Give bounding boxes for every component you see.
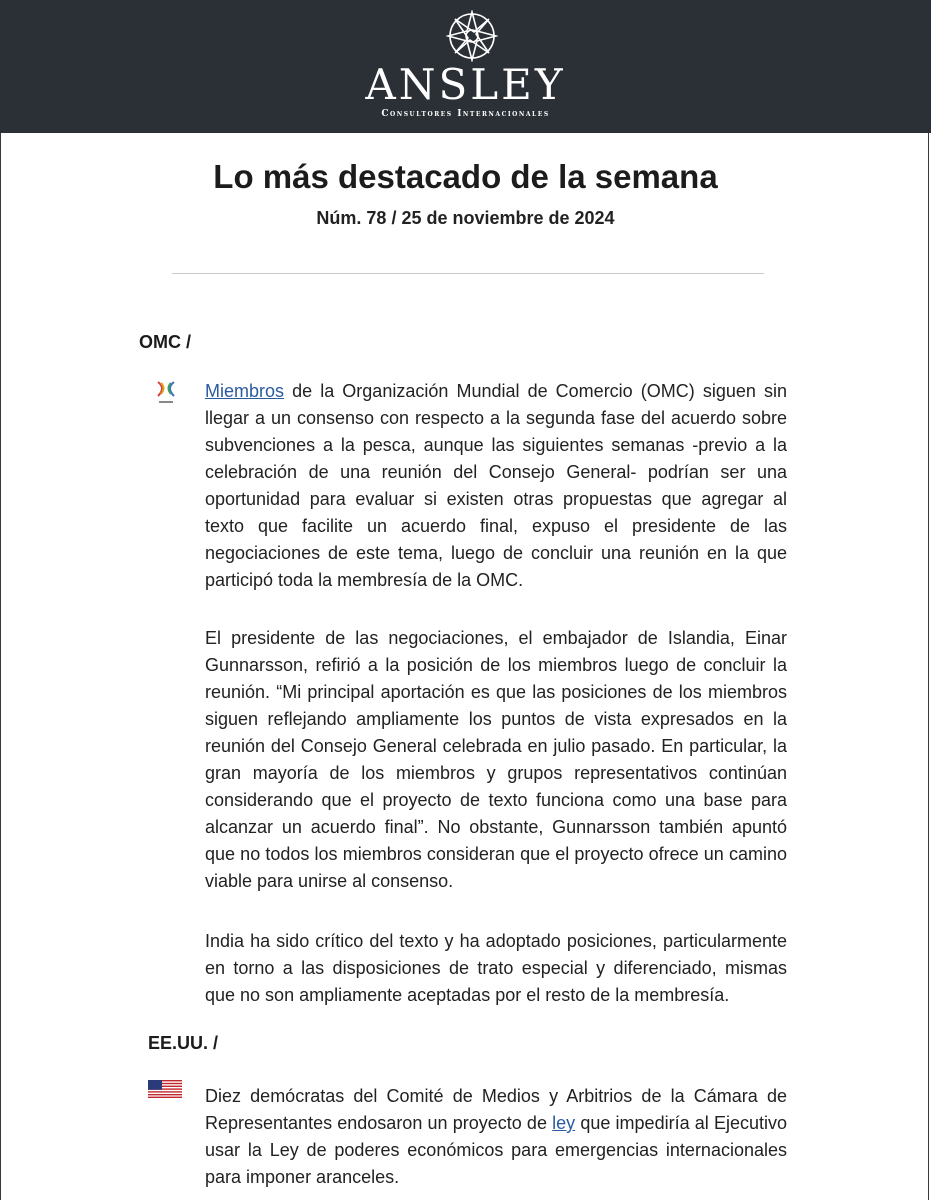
wto-logo-icon	[152, 378, 180, 408]
divider	[172, 273, 764, 274]
section-heading-omc: OMC /	[139, 332, 191, 352]
compass-star-icon	[446, 10, 498, 62]
paragraph-omc-2: El presidente de las negociaciones, el embajador de Islandia, Einar Gunnarsson, refirió a la posición de los miembros luego de concluir la reunión. “Mi principal aportación es que las posiciones de los miembros siguen reflejando ampliamente los puntos de vista expresados en la reunión del Consejo General celebrada en julio pasado. En particular, la gran mayoría de los miembros y grupos representativos continúan considerando que el proyecto de texto funciona como una base para alcanzar un acuerdo final”. No obstante, Gunnarsson también apuntó que no todos los miembros consideran que el proyecto ofrece un camino viable para unirse al consenso.	[205, 628, 787, 891]
link-miembros[interactable]: Miembros	[205, 381, 285, 401]
us-flag-icon	[148, 1080, 182, 1098]
paragraph-text: que impediría al Ejecutivo usar la Ley de poderes económicos para emergencias internacionales para imponer aranceles.	[205, 1113, 787, 1187]
brand-tagline: Consultores Internacionales	[381, 109, 550, 119]
newsletter-title: Lo más destacado de la semana	[213, 158, 718, 195]
issue-line: Núm. 78 / 25 de noviembre de 2024	[316, 208, 615, 228]
link-ley[interactable]: ley	[552, 1113, 576, 1133]
paragraph-omc-3: India ha sido crítico del texto y ha adoptado posiciones, particularmente en torno a las disposiciones de trato especial y diferenciado, mismas que no son ampliamente aceptadas por el resto de la membresía.	[205, 931, 787, 1005]
paragraph-text: Diez demócratas del Comité de Medios y Arbitrios de la Cámara de Representantes endosaron un proyecto de	[205, 1086, 787, 1133]
section-heading-eeuu: EE.UU. /	[148, 1033, 219, 1053]
brand-name: ANSLEY	[365, 60, 566, 109]
newsletter-header	[0, 0, 931, 133]
paragraph-eeuu-1	[205, 1083, 787, 1191]
paragraph-text: de la Organización Mundial de Comercio (OMC) siguen sin llegar a un consenso con respecto a la segunda fase del acuerdo sobre subvenciones a la pesca, aunque las siguientes semanas -previo a la celebración de una reunión del Consejo General- podrían ser una oportunidad para evaluar si existen otras propuestas que agregar al texto que facilite un acuerdo final, expuso el presidente de las negociaciones de este tema, luego de concluir una reunión en la que participó toda la membresía de la OMC.	[205, 381, 787, 590]
paragraph-omc-1	[205, 378, 787, 594]
